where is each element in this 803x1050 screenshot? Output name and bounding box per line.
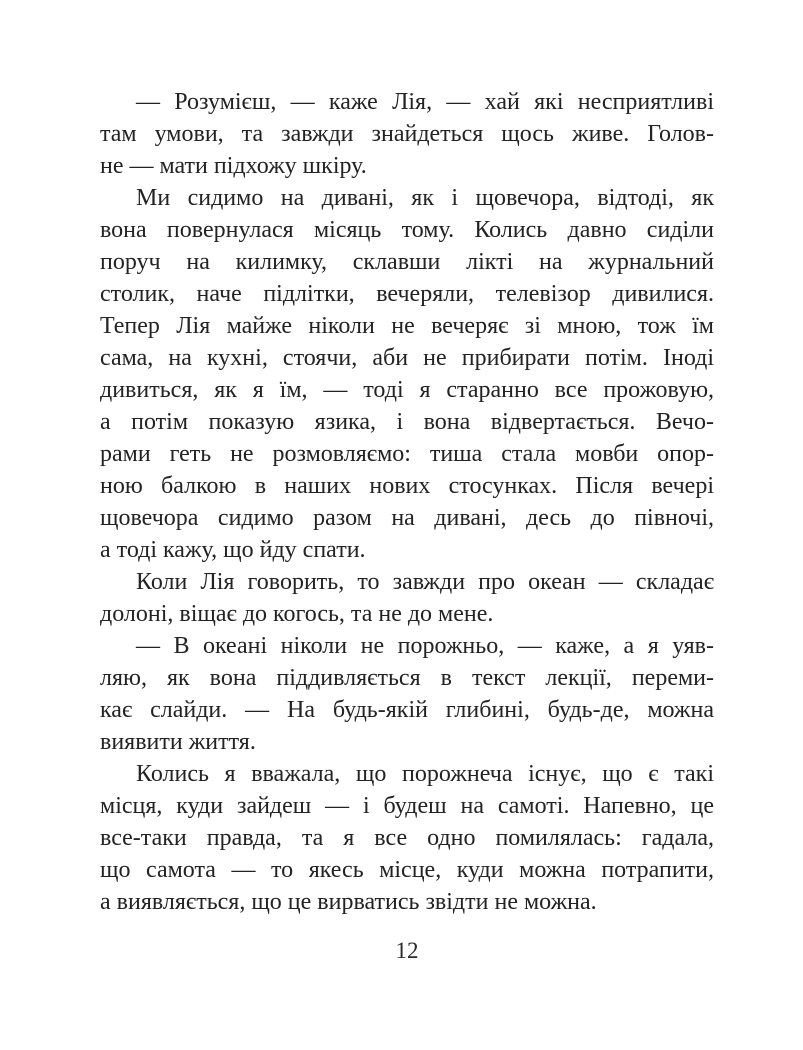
- text-line: все-таки правда, та я все одно помилялась: гадала,: [100, 825, 714, 851]
- text-line: долоні, віщає до когось, та не до мене.: [100, 601, 494, 627]
- body-text: [100, 86, 714, 918]
- text-line: поруч на килимку, склавши лікті на журнальний: [100, 249, 714, 275]
- text-line: — Розумієш, — каже Лія, — хай які несприятливі: [136, 89, 714, 115]
- text-line: дивиться, як я їм, — тоді я старанно все прожовую,: [100, 377, 714, 403]
- text-line: що самота — то якесь місце, куди можна потрапити,: [100, 857, 714, 883]
- text-line: сама, на кухні, стоячи, аби не прибирати потім. Іноді: [100, 345, 714, 371]
- text-line: ляю, як вона піддивляється в текст лекції, переми-: [100, 665, 714, 691]
- text-line: а тоді кажу, що йду спати.: [100, 537, 366, 563]
- text-line: — В океані ніколи не порожньо, — каже, а я уяв-: [136, 633, 714, 659]
- text-line: рами геть не розмовляємо: тиша стала мовби опор-: [100, 441, 714, 467]
- text-line: Колись я вважала, що порожнеча існує, що є такі: [136, 761, 714, 787]
- text-line: не — мати підхожу шкіру.: [100, 153, 367, 179]
- text-line: кає слайди. — На будь-якій глибині, будь-де, можна: [100, 697, 714, 723]
- text-line: щовечора сидимо разом на дивані, десь до півночі,: [100, 505, 714, 531]
- text-line: ною балкою в наших нових стосунках. Після вечері: [100, 473, 714, 499]
- paragraph: [100, 182, 714, 566]
- text-line: Тепер Лія майже ніколи не вечеряє зі мною, тож їм: [100, 313, 714, 339]
- paragraph: [100, 630, 714, 758]
- paragraph: [100, 86, 714, 182]
- text-line: там умови, та завжди знайдеться щось живе. Голов-: [100, 121, 714, 147]
- text-line: Ми сидимо на дивані, як і щовечора, відтоді, як: [136, 185, 714, 211]
- text-line: а виявляється, що це вирватись звідти не можна.: [100, 889, 597, 915]
- text-line: Коли Лія говорить, то завжди про океан — складає: [136, 569, 714, 595]
- text-line: а потім показую язика, і вона відвертається. Вечо-: [100, 409, 714, 435]
- page-number: 12: [395, 938, 419, 963]
- text-line: столик, наче підлітки, вечеряли, телевізор дивилися.: [100, 281, 714, 307]
- text-line: виявити життя.: [100, 729, 256, 755]
- text-line: місця, куди зайдеш — і будеш на самоті. Напевно, це: [100, 793, 714, 819]
- paragraph: [100, 566, 714, 630]
- paragraph: [100, 758, 714, 918]
- text-line: вона повернулася місяць тому. Колись давно сиділи: [100, 217, 714, 243]
